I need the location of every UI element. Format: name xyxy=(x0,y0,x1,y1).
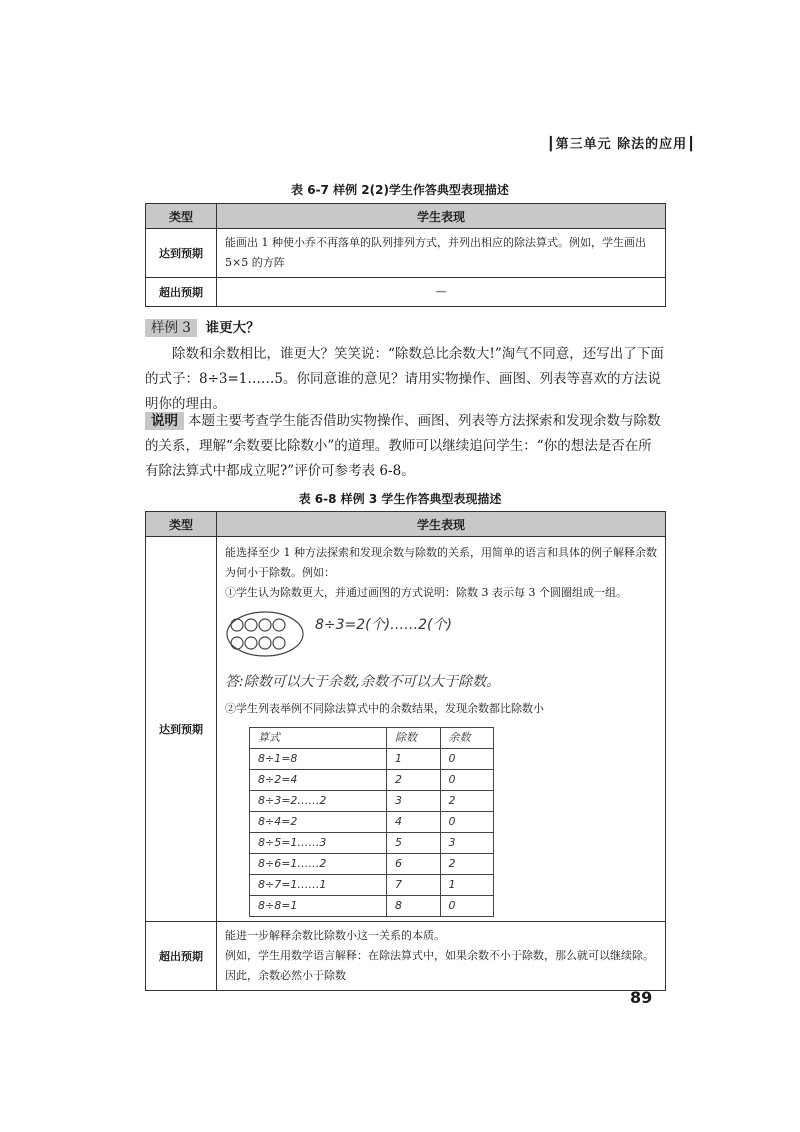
hw-cell: 3 xyxy=(440,833,494,854)
col-perf-header: 学生表现 xyxy=(217,204,666,229)
hw-cell: 8÷8=1 xyxy=(250,896,387,917)
handwritten-table-wrap xyxy=(249,727,657,917)
table-6-7-caption: 表 6-7 样例 2(2)学生作答典型表现描述 xyxy=(291,183,509,197)
row1-intro: 能选择至少 1 种方法探索和发现余数与除数的关系，用简单的语言和具体的例子解释余数为何小于除数。例如： xyxy=(225,546,657,579)
note-paragraph xyxy=(145,409,665,484)
note-body: 本题主要考查学生能否借助实物操作、画图、列表等方法探索和发现余数与除数的关系，理解“余数要比除数小”的道理。教师可以继续追问学生：“你的想法是否在所有除法算式中都成立呢?”评价可参考表 6-8。 xyxy=(145,413,661,479)
hw-cell: 1 xyxy=(387,749,441,770)
table-row xyxy=(250,854,494,875)
example-title: 谁更大？ xyxy=(205,320,260,336)
hw-cell: 4 xyxy=(387,812,441,833)
table-row xyxy=(250,791,494,812)
hw-cell: 2 xyxy=(440,791,494,812)
row-type: 达到预期 xyxy=(146,537,217,922)
hw-cell: 8÷1=8 xyxy=(250,749,387,770)
hw-cell: 8÷3=2……2 xyxy=(250,791,387,812)
circle-groups-drawing xyxy=(225,609,305,659)
row1-way1: ①学生认为除数更大，并通过画图的方式说明：除数 3 表示每 3 个圆圈组成一组。 xyxy=(225,586,627,599)
hw-cell: 8÷2=4 xyxy=(250,770,387,791)
table-row xyxy=(250,875,494,896)
row-type: 达到预期 xyxy=(146,229,217,278)
table-6-8-caption: 表 6-8 样例 3 学生作答典型表现描述 xyxy=(298,492,502,506)
hw-cell: 8÷7=1……1 xyxy=(250,875,387,896)
row-perf: 能画出 1 种使小乔不再落单的队列排列方式，并列出相应的除法算式。例如，学生画出 5×5 的方阵 xyxy=(217,229,666,278)
row-perf: — xyxy=(217,278,666,307)
col-type-header: 类型 xyxy=(146,512,217,537)
example-3-heading xyxy=(145,316,665,341)
hw-header-cell: 算式 xyxy=(250,728,387,749)
handwritten-answer: 答:除数可以大于余数,余数不可以大于除数。 xyxy=(225,674,501,690)
row-perf xyxy=(217,922,666,991)
hw-cell: 8 xyxy=(387,896,441,917)
table-6-7 xyxy=(145,203,666,307)
table-row xyxy=(250,896,494,917)
hw-cell: 7 xyxy=(387,875,441,896)
hw-cell: 1 xyxy=(440,875,494,896)
row1-way2: ②学生列表举例不同除法算式中的余数结果，发现余数都比除数小 xyxy=(225,702,544,715)
note-tag: 说明 xyxy=(145,412,184,430)
hw-cell: 8÷4=2 xyxy=(250,812,387,833)
hw-cell: 0 xyxy=(440,749,494,770)
handwritten-equation: 8÷3=2(个)……2(个) xyxy=(315,617,452,633)
handwritten-drawing xyxy=(225,603,657,669)
row2-line2: 例如，学生用数学语言解释：在除法算式中，如果余数不小于除数，那么就可以继续除。因此，余数必然小于除数 xyxy=(225,949,654,982)
table-row xyxy=(250,833,494,854)
row-perf xyxy=(217,537,666,922)
page-number: 89 xyxy=(630,988,653,1007)
table-6-8 xyxy=(145,511,666,991)
example-tag: 样例 3 xyxy=(145,319,197,337)
hw-cell: 3 xyxy=(387,791,441,812)
hw-cell: 0 xyxy=(440,896,494,917)
hw-cell: 0 xyxy=(440,770,494,791)
hw-cell: 0 xyxy=(440,812,494,833)
table-row xyxy=(250,749,494,770)
hw-cell: 6 xyxy=(387,854,441,875)
hw-cell: 8÷6=1……2 xyxy=(250,854,387,875)
hw-cell: 2 xyxy=(440,854,494,875)
hw-header-cell: 除数 xyxy=(387,728,441,749)
example-3-body: 除数和余数相比，谁更大？笑笑说：“除数总比余数大!”淘气不同意，还写出了下面的式子：8÷3=1……5。你同意谁的意见？请用实物操作、画图、列表等喜欢的方法说明你的理由。 xyxy=(145,346,664,412)
row2-line1: 能进一步解释余数比除数小这一关系的本质。 xyxy=(225,929,445,942)
row-type: 超出预期 xyxy=(146,278,217,307)
row-type: 超出预期 xyxy=(146,922,217,991)
table-row xyxy=(250,812,494,833)
table-row xyxy=(250,770,494,791)
hw-cell: 2 xyxy=(387,770,441,791)
hw-header-cell: 余数 xyxy=(440,728,494,749)
col-type-header: 类型 xyxy=(146,204,217,229)
col-perf-header: 学生表现 xyxy=(217,512,666,537)
hw-cell: 8÷5=1……3 xyxy=(250,833,387,854)
running-header: ┃第三单元 除法的应用┃ xyxy=(546,137,696,152)
hw-cell: 5 xyxy=(387,833,441,854)
handwritten-table xyxy=(249,727,494,917)
